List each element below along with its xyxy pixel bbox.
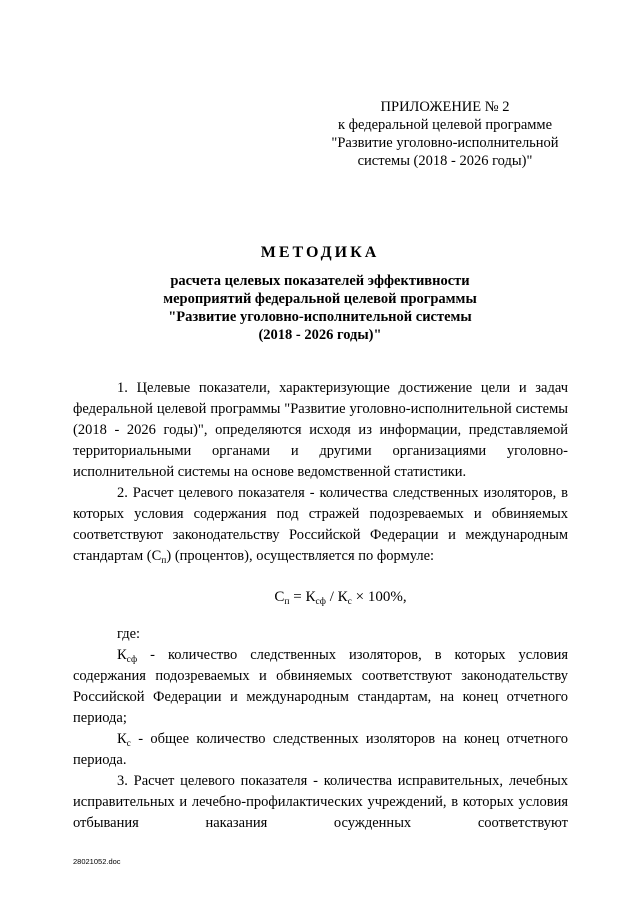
appendix-line: к федеральной целевой программе — [337, 117, 553, 133]
definition-subscript: с — [126, 739, 131, 749]
definition-ksf — [73, 645, 568, 729]
heading-line: "Развитие уголовно-исполнительной системы — [168, 309, 472, 325]
formula-lhs: С — [274, 589, 285, 605]
definition-text: - общее количество следственных изоляторов на конец отчетного периода. — [73, 731, 568, 768]
appendix-title: ПРИЛОЖЕНИЕ № 2 — [380, 99, 510, 115]
subscript: п — [161, 556, 167, 566]
definition-text: - количество следственных изоляторов, в которых условия содержания подозреваемых и обвиняемых соответствуют законодательству Российской Федерации и международным стандартам, на конец отчетного периода; — [73, 647, 568, 726]
appendix-block — [300, 98, 590, 170]
formula-part: / К — [325, 589, 348, 605]
heading-title: МЕТОДИКА — [260, 244, 380, 261]
formula-part: × 100%, — [351, 589, 407, 605]
formula-subscript: п — [284, 597, 290, 607]
paragraph-1: 1. Целевые показатели, характеризующие достижение цели и задач федеральной целевой программы "Развитие уголовно-исполнительной системы (2018 - 2026 годы)", определяются исходя из информации, представляемой территориальными органами и другими организациями уголовно-исполнительной системы на основе ведомственной статистики. — [73, 380, 568, 480]
definition-symbol: К — [117, 731, 127, 747]
paragraph-2 — [73, 483, 568, 567]
paragraph-3: 3. Расчет целевого показателя - количества исправительных, лечебных исправительных и лечебно-профилактических учреждений, в которых условия отбывания наказания осужденных соответствуют — [73, 773, 568, 831]
formula — [73, 587, 568, 608]
definition-kc — [73, 729, 568, 771]
where-label: где: — [117, 626, 141, 642]
paragraph-2-tail: ) (процентов), осуществляется по формуле: — [166, 548, 435, 564]
file-name: 28021052.doc — [73, 857, 121, 866]
paragraph-2-text: 2. Расчет целевого показателя - количества следственных изоляторов, в которых условия содержания под стражей подозреваемых и обвиняемых соответствуют законодательству Российской Федерации и международным стандартам (С — [73, 485, 568, 564]
heading-line: (2018 - 2026 годы)" — [258, 327, 382, 343]
appendix-line: системы (2018 - 2026 годы)" — [357, 153, 533, 169]
formula-part: = К — [289, 589, 316, 605]
heading-line: мероприятий федеральной целевой программы — [163, 291, 477, 307]
definition-subscript: сф — [126, 655, 138, 665]
heading-line: расчета целевых показателей эффективности — [170, 273, 470, 289]
document-heading — [60, 244, 580, 344]
definition-symbol: К — [117, 647, 127, 663]
formula-subscript: сф — [315, 597, 326, 607]
formula-subscript: с — [347, 597, 352, 607]
appendix-line: "Развитие уголовно-исполнительной — [331, 135, 559, 151]
document-body — [73, 378, 568, 834]
